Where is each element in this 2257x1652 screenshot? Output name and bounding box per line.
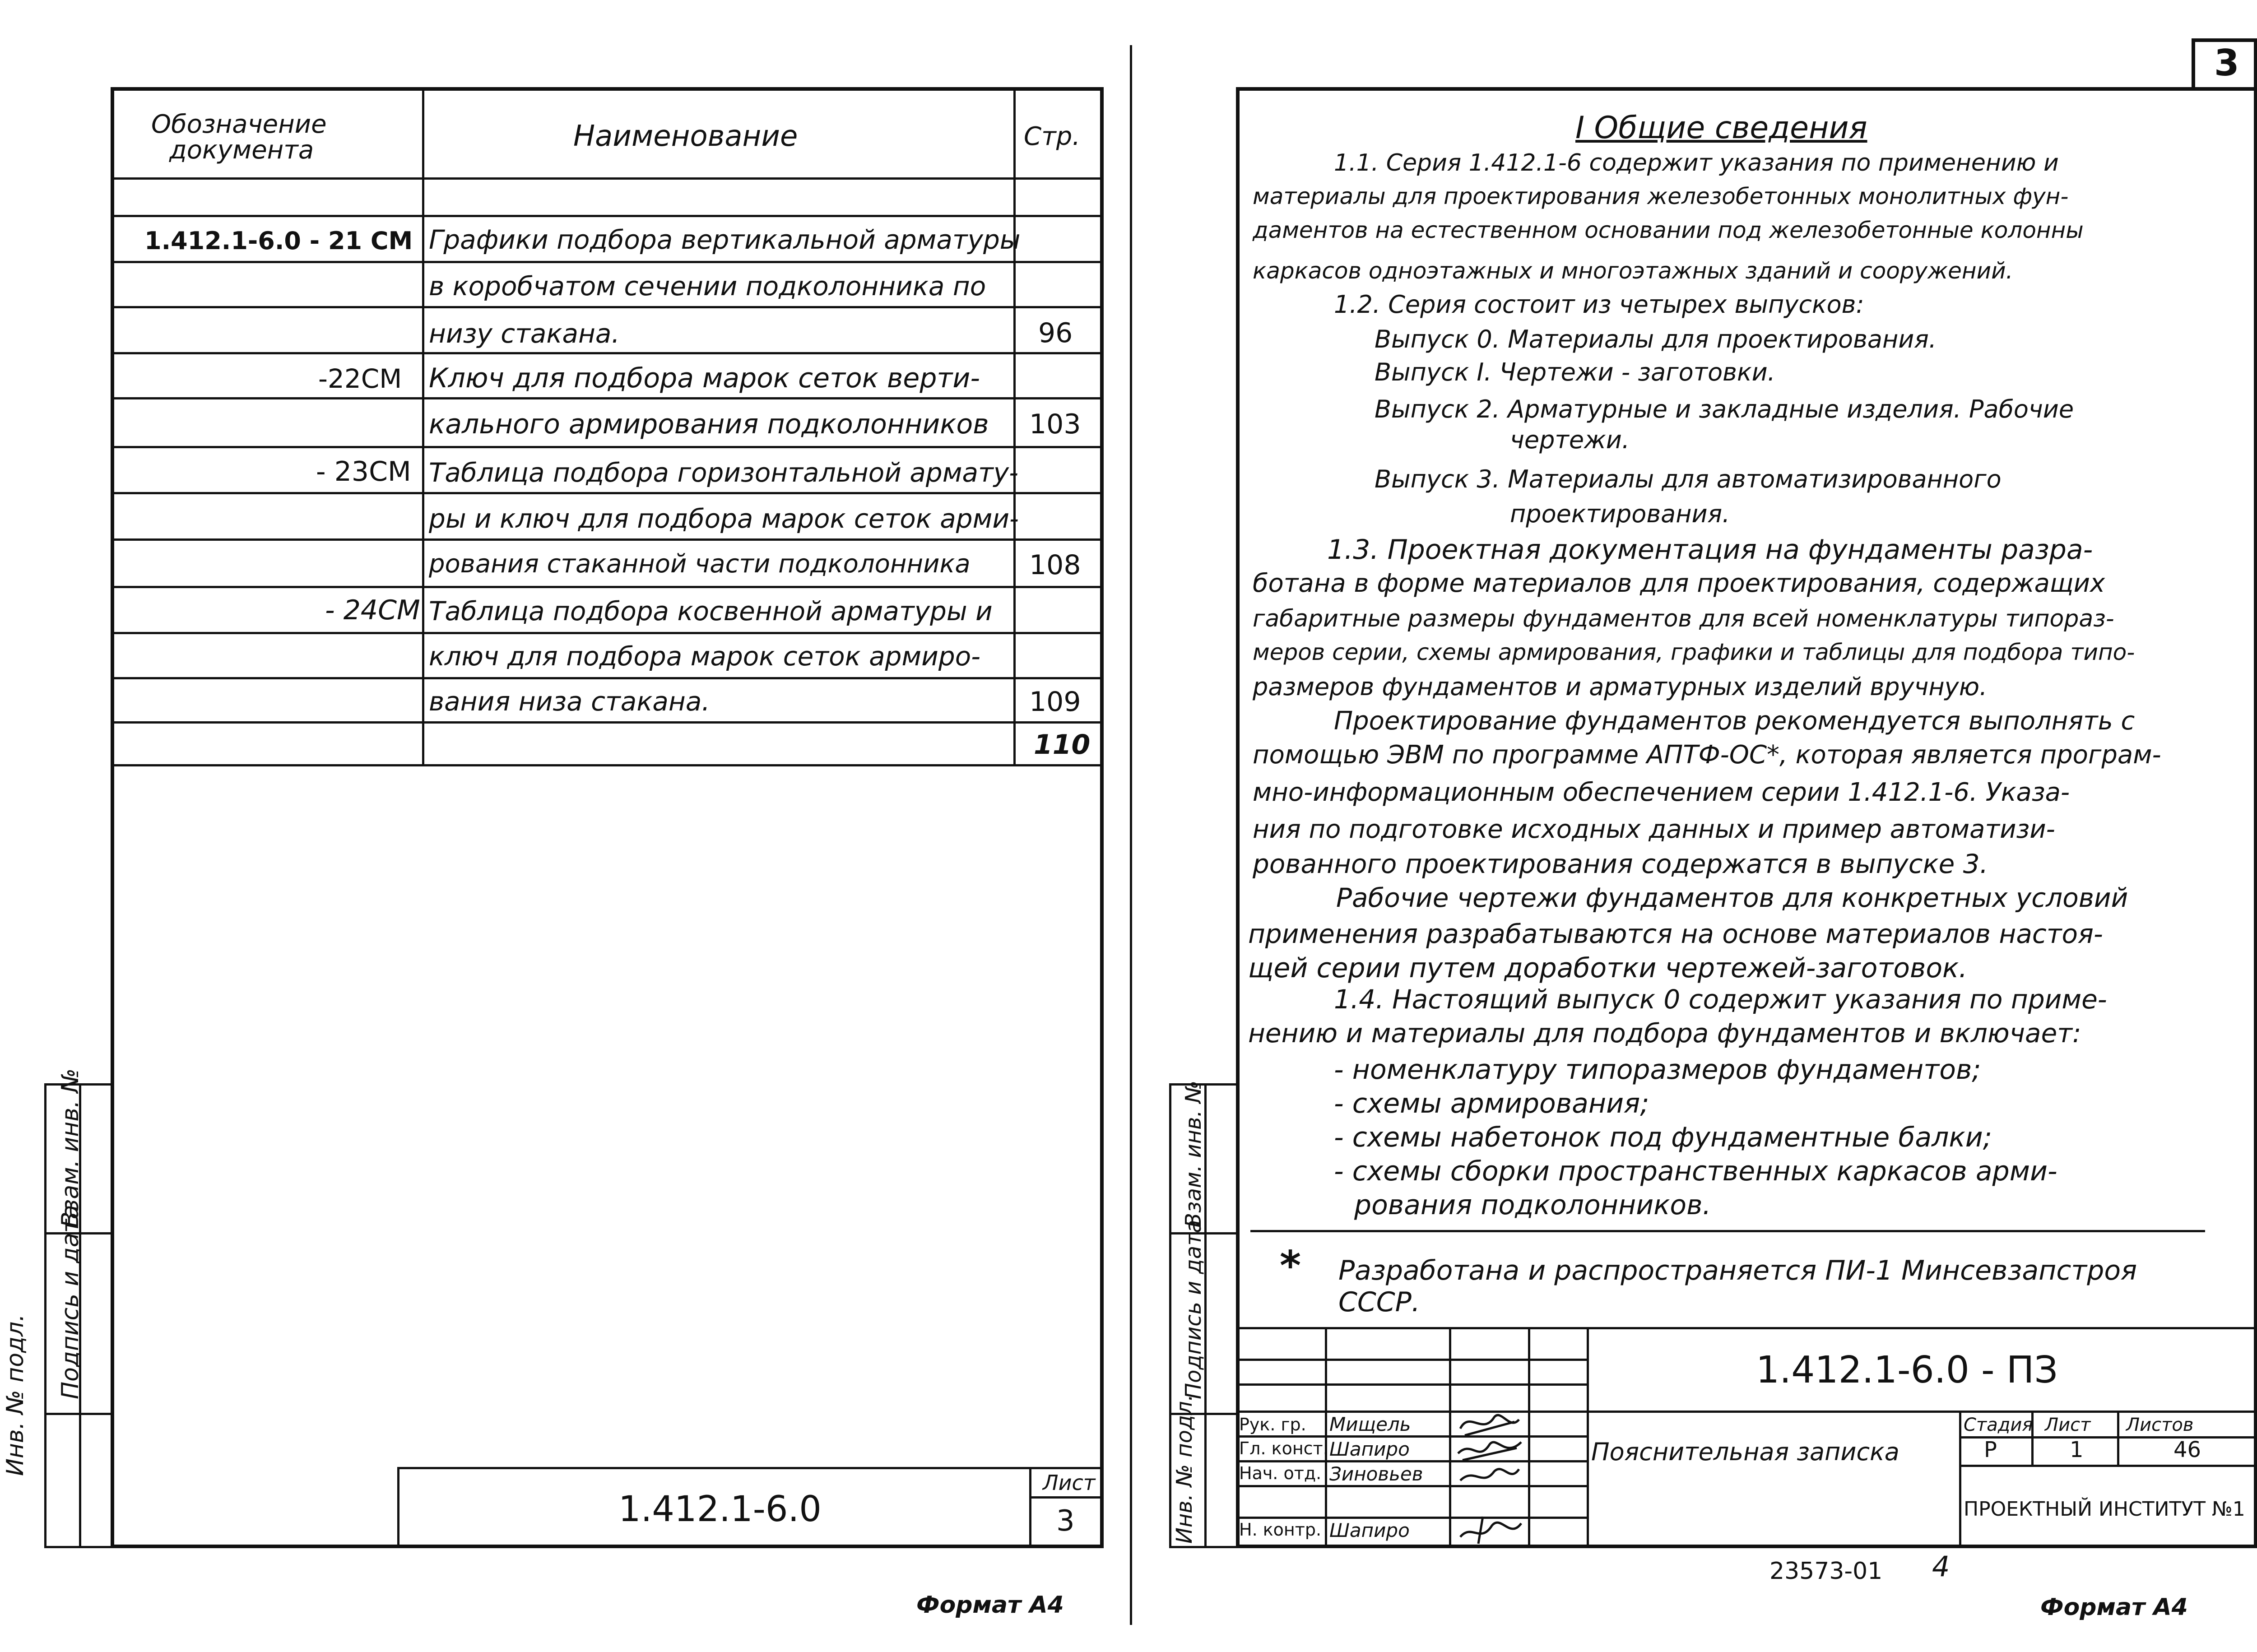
row-name: низу стакана. [429,318,620,349]
table-row-rule [111,677,1104,679]
body-line: даментов на естественном основании под железобетонные колонны [1253,217,2084,243]
role-label: Н. контр. [1239,1520,1322,1540]
stage-label: Стадия [1964,1415,2033,1435]
table-row-rule [111,764,1104,766]
row-code-23: - 23СМ [316,456,411,487]
table-row-rule [111,492,1104,494]
title-block-top [1236,1327,2257,1329]
right-side-label-replace: Взам. инв. № [1181,1081,1206,1228]
corner-number: 3 [2214,42,2239,84]
body-line: 1.3. Проектная документация на фундаменты разра- [1327,534,2093,566]
table-row-rule [111,215,1104,217]
table-row-rule [111,721,1104,724]
header-designation: Обозначение [151,110,327,139]
row-name: в коробчатом сечении подколонника по [429,271,986,302]
section-heading: I Общие сведения [1575,110,1867,146]
body-line: - схемы армирования; [1334,1088,1649,1119]
body-line: Выпуск 0. Материалы для проектирования. [1375,325,1937,353]
row-name: Таблица подбора горизонтальной армату- [429,457,1019,488]
stage-col [2117,1411,2119,1465]
stage-row [1959,1436,2257,1439]
row-page: 96 [1038,317,1073,349]
left-stamp-divider [1029,1467,1031,1548]
title-block-col [1587,1327,1589,1548]
role-label: Гл. конст. [1239,1439,1328,1458]
sheet-label: Лист [2045,1415,2091,1435]
body-line: мно-информационным обеспечением серии 1.412.1-6. Указа- [1253,778,2070,807]
body-line: нению и материалы для подбора фундаментов и включает: [1248,1018,2081,1049]
role-label: Рук. гр. [1239,1415,1306,1434]
table-header-rule [111,177,1104,180]
footnote-rule [1250,1230,2205,1232]
title-block-col [1528,1327,1530,1548]
row-name: кального армирования подколонников [429,408,989,440]
title-block-code: 1.412.1-6.0 - ПЗ [1756,1349,2058,1392]
left-stamp-code: 1.412.1-6.0 [618,1489,822,1530]
org-name: ПРОЕКТНЫЙ ИНСТИТУТ №1 [1964,1498,2245,1521]
row-name: Ключ для подбора марок сеток верти- [429,362,980,394]
body-line: чертежи. [1510,426,1630,454]
left-side-label-replace: Взам. инв. № [57,1068,84,1228]
row-page: 108 [1029,549,1081,581]
left-stamp-sheet: 3 [1056,1504,1075,1538]
stage-row [1959,1465,2257,1467]
row-code-21: 1.412.1-6.0 - 21 СМ [144,227,413,255]
body-line: 1.1. Серия 1.412.1-6 содержит указания по применению и [1334,149,2059,176]
sheets-label: Листов [2126,1415,2194,1435]
row-page: 103 [1029,408,1081,440]
body-line: проектирования. [1510,500,1730,528]
body-line: - схемы сборки пространственных каркасов арми- [1334,1155,2057,1187]
body-line: - схемы набетонок под фундаментные балки; [1334,1122,1992,1153]
body-line: размеров фундаментов и арматурных изделий вручную. [1253,673,1988,701]
body-line: ния по подготовке исходных данных и пример автоматизи- [1253,815,2055,844]
role-name: Зиновьев [1329,1463,1423,1485]
table-row-rule [111,538,1104,541]
title-block-row [1236,1435,1588,1438]
archive-page: 4 [1932,1550,1950,1583]
role-label: Нач. отд. [1239,1463,1322,1483]
table-row-rule [111,446,1104,448]
stage-value: Р [1984,1437,1997,1462]
right-side-label-inv: Инв. № подл. [1172,1394,1197,1544]
body-line: каркасов одноэтажных и многоэтажных зданий и сооружений. [1253,258,2013,284]
role-name: Шапиро [1329,1438,1410,1460]
title-block-row [1236,1383,1588,1386]
body-line: Рабочие чертежи фундаментов для конкретных условий [1336,882,2128,913]
doc-title: Пояснительная записка [1591,1438,1899,1466]
row-name: ключ для подбора марок сеток армиро- [429,641,981,672]
body-line: 1.4. Настоящий выпуск 0 содержит указания по приме- [1334,984,2107,1015]
table-col-divider [422,87,424,764]
page-divider [1130,45,1132,1625]
body-line: применения разрабатываются на основе материалов настоя- [1248,919,2103,949]
body-line: габаритные размеры фундаментов для всей номенклатуры типораз- [1253,605,2114,632]
row-code-24: - 24СМ [325,594,420,626]
header-name: Наименование [573,120,798,153]
right-side-label-sign: Подпись и дата [1181,1220,1206,1399]
body-line: помощью ЭВМ по программе АПТФ-ОС*, которая является програм- [1253,740,2161,770]
left-side-label-sign: Подпись и дата [57,1205,84,1399]
archive-number: 23573-01 [1769,1558,1883,1585]
body-line: рованного проектирования содержатся в выпуске 3. [1253,849,1988,879]
role-name: Мищель [1329,1413,1411,1435]
body-line: Выпуск 3. Материалы для автоматизированного [1375,465,2002,493]
row-page: 110 [1034,729,1091,761]
header-page: Стр. [1024,122,1081,151]
row-page: 109 [1029,686,1081,718]
table-row-rule [111,306,1104,308]
header-designation-2: документа [169,135,314,165]
body-line: Выпуск I. Чертежи - заготовки. [1375,358,1775,386]
footnote-line: Разработана и распространяется ПИ-1 Минсевзапстроя [1338,1255,2137,1286]
row-name: Графики подбора вертикальной арматуры [429,224,1021,255]
body-line: ботана в форме материалов для проектирования, содержащих [1253,569,2105,598]
role-name: Шапиро [1329,1519,1410,1541]
title-block-row [1236,1359,1588,1361]
body-line: 1.2. Серия состоит из четырех выпусков: [1334,290,1864,319]
body-line: Проектирование фундаментов рекомендуется выполнять с [1334,706,2135,736]
title-block-row [1236,1517,1588,1519]
body-line: - номенклатуру типоразмеров фундаментов; [1334,1054,1981,1086]
row-code-22: -22СМ [318,363,402,394]
row-name: рования стаканной части подколонника [429,549,971,579]
signature-scribbles [1451,1408,1528,1548]
body-line: Выпуск 2. Арматурные и закладные изделия. Рабочие [1375,395,2074,423]
table-row-rule [111,261,1104,263]
footnote-mark: * [1280,1242,1301,1290]
row-name: вания низа стакана. [429,686,710,717]
body-line: рования подколонников. [1354,1189,1711,1221]
sheets-value: 46 [2173,1437,2201,1462]
row-name: ры и ключ для подбора марок сеток арми- [429,503,1019,534]
left-stamp-sheet-label: Лист [1043,1471,1096,1495]
table-row-rule [111,397,1104,399]
title-block-row [1236,1485,1588,1487]
right-format: Формат А4 [2040,1594,2188,1621]
table-col-divider [1013,87,1016,764]
sheet-value: 1 [2070,1437,2084,1462]
org-divider [1959,1465,1961,1548]
left-stamp-divider [1029,1496,1104,1499]
table-row-rule [111,632,1104,634]
body-line: меров серии, схемы армирования, графики и таблицы для подбора типо- [1253,639,2135,665]
body-line: материалы для проектирования железобетонных монолитных фун- [1253,183,2069,209]
body-line: щей серии путем доработки чертежей-заготовок. [1248,952,1968,984]
row-name: Таблица подбора косвенной арматуры и [429,596,993,626]
title-block-col [1325,1327,1327,1548]
table-row-rule [111,352,1104,354]
table-row-rule [111,586,1104,588]
footnote-line: СССР. [1338,1286,1420,1318]
title-block-row [1236,1460,1588,1462]
left-format: Формат А4 [916,1592,1064,1619]
